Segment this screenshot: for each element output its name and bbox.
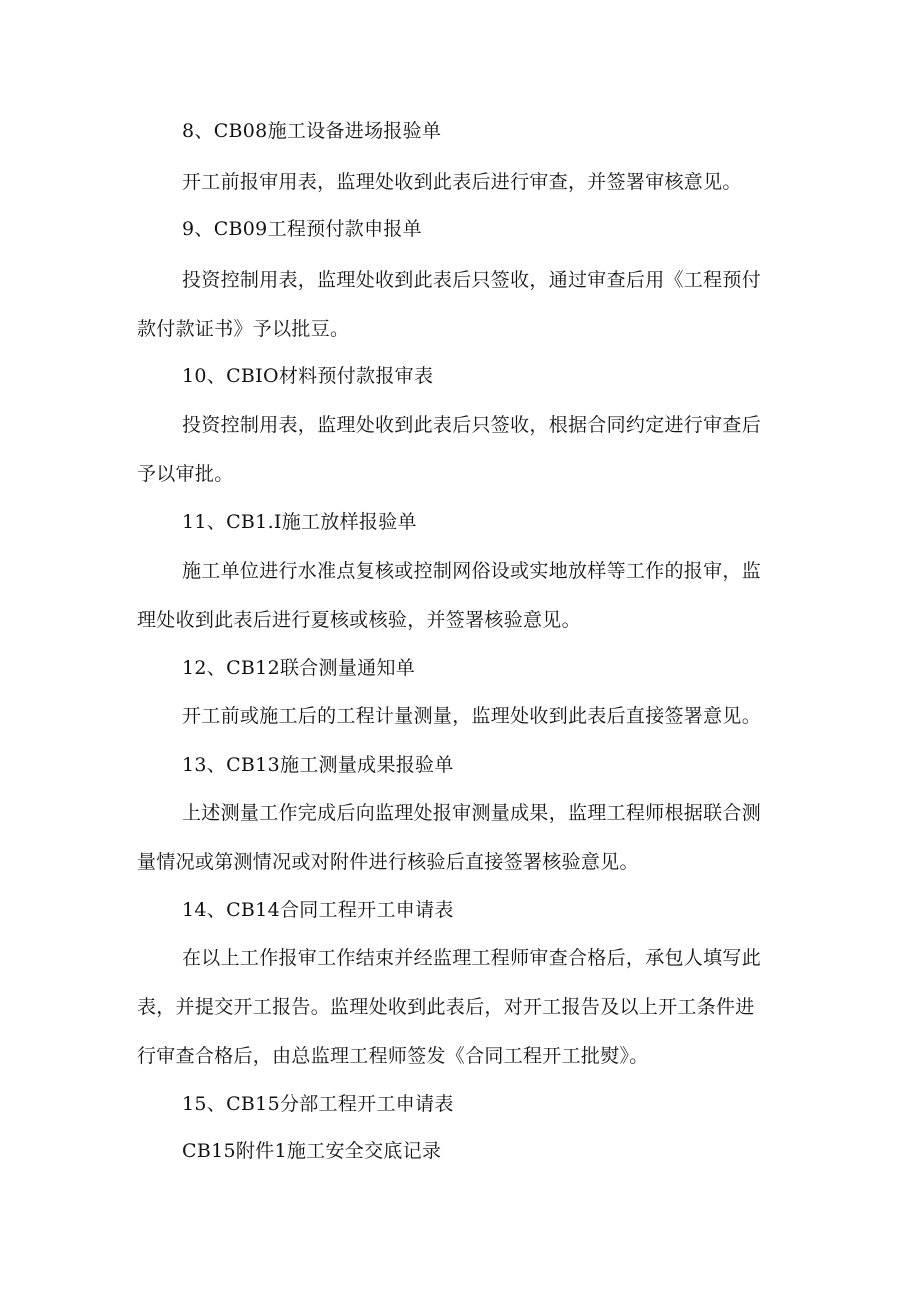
- section-heading-cb15: 15、CB15分部工程开工申请表: [182, 1093, 454, 1115]
- section-heading-cb14: 14、CB14合同工程开工申请表: [182, 899, 454, 921]
- paragraph-line: 开工前或施工后的工程计量测量，监理处收到此表后直接签署意见。: [182, 705, 762, 727]
- paragraph-line: 施工单位进行水准点复核或控制网俗设或实地放样等工作的报审，监: [182, 560, 762, 582]
- paragraph-line: 开工前报审用表，监理处收到此表后进行审查，并签署审核意见。: [182, 171, 742, 193]
- section-heading-cb12: 12、CB12联合测量通知单: [182, 657, 416, 679]
- section-heading-cb11: 11、CB1.I施工放样报验单: [182, 511, 417, 533]
- paragraph-line: 投资控制用表，监理处收到此表后只签收，根据合同约定进行审查后: [182, 414, 762, 436]
- paragraph-line: 在以上工作报审工作结束并经监理工程师审查合格后，承包人填写此: [182, 947, 762, 969]
- paragraph-line: 行审查合格后，由总监理工程师签发《合同工程开工批熨》。: [137, 1045, 649, 1067]
- paragraph-line: 量情况或第测情况或对附件进行核验后直接签署核验意见。: [137, 851, 639, 873]
- paragraph-line: 理处收到此表后进行夏核或核验，并签署核验意见。: [137, 609, 581, 631]
- paragraph-line: 表，并提交开工报告。监理处收到此表后，对开工报告及以上开工条件进: [137, 996, 755, 1018]
- section-heading-cb08: 8、CB08施工设备进场报验单: [182, 120, 442, 142]
- paragraph-line: 款付款证书》予以批豆。: [137, 318, 350, 340]
- paragraph-line: 投资控制用表，监理处收到此表后只签收，通过审查后用《工程预付: [182, 269, 762, 291]
- section-heading-cb10: 10、CBIO材料预付款报审表: [182, 365, 434, 387]
- paragraph-line: CB15附件1施工安全交底记录: [182, 1140, 442, 1162]
- paragraph-line: 上述测量工作完成后向监理处报审测量成果，监理工程师根据联合测: [182, 802, 762, 824]
- section-heading-cb09: 9、CB09工程预付款申报单: [182, 218, 422, 240]
- section-heading-cb13: 13、CB13施工测量成果报验单: [182, 754, 454, 776]
- paragraph-line: 予以审批。: [137, 463, 234, 485]
